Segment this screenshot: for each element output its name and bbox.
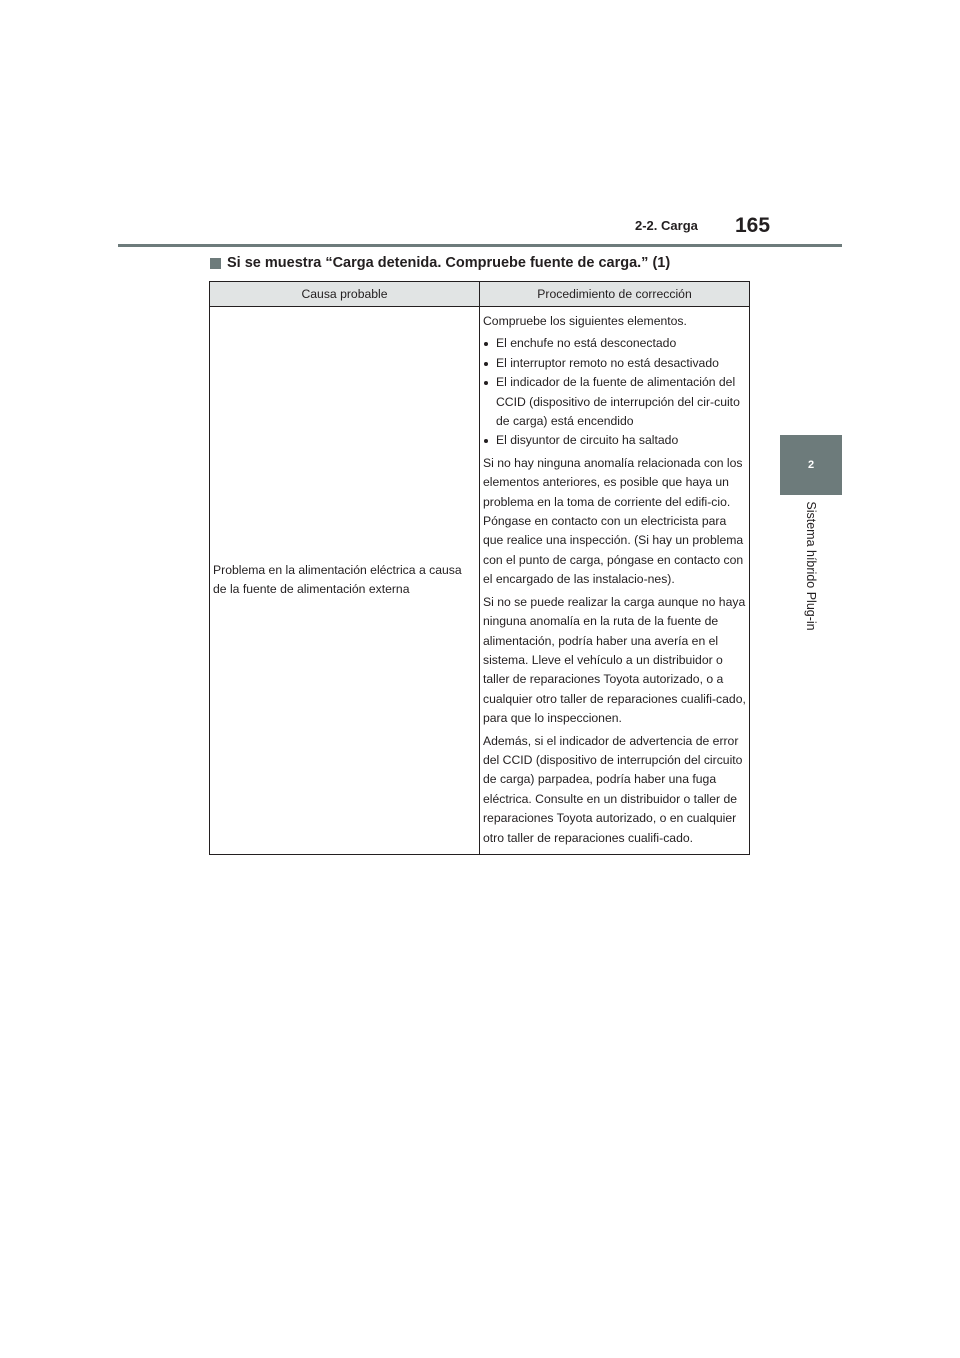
square-bullet-icon	[210, 258, 221, 269]
list-item: El disyuntor de circuito ha saltado	[483, 431, 746, 450]
column-header-cause: Causa probable	[210, 282, 480, 307]
section-heading-text: Si se muestra “Carga detenida. Compruebe fuente de carga.” (1)	[227, 255, 671, 271]
column-header-procedure: Procedimiento de corrección	[480, 282, 750, 307]
table-row	[210, 307, 750, 855]
section-heading	[210, 255, 670, 271]
list-item: El interruptor remoto no está desactivado	[483, 354, 746, 373]
table-header-row	[210, 282, 750, 307]
list-item: El enchufe no está desconectado	[483, 334, 746, 353]
section-title: 2-2. Carga	[635, 218, 698, 233]
chapter-tab	[780, 435, 842, 495]
page-number: 165	[735, 214, 771, 237]
procedure-intro: Compruebe los siguientes elementos.	[483, 314, 687, 328]
chapter-number: 2	[807, 459, 815, 471]
cause-text: Problema en la alimentación eléctrica a causa de la fuente de alimentación externa	[213, 562, 462, 596]
procedure-cell	[480, 307, 750, 855]
list-item: El indicador de la fuente de alimentación del CCID (dispositivo de interrupción del cir-cuito de carga) está encendido	[483, 373, 746, 431]
procedure-paragraph: Si no hay ninguna anomalía relacionada con los elementos anteriores, es posible que haya un problema en la toma de corriente del edifi-cio. Póngase en contacto con un electricista para que realice una inspección. (Si hay un problema con el punto de carga, póngase en contacto con el encargado de las instalacio-nes).	[483, 455, 744, 587]
chapter-title: Sistema híbrido Plug-in	[804, 501, 818, 631]
procedure-paragraph: Si no se puede realizar la carga aunque no haya ninguna anomalía en la ruta de la fuente de alimentación, podría haber una avería en el sistema. Lleve el vehículo a un distribuidor o taller de reparaciones Toyota autorizado, o a cualquier otro taller de reparaciones cualifi-cado, para que lo inspeccionen.	[483, 594, 746, 726]
header-divider	[118, 244, 842, 247]
cause-cell	[210, 307, 480, 855]
troubleshooting-table	[209, 281, 750, 855]
check-list	[483, 334, 746, 450]
procedure-paragraph: Además, si el indicador de advertencia de error del CCID (dispositivo de interrupción del circuito de carga) parpadea, podría haber una fuga eléctrica. Consulte en un distribuidor o taller de reparaciones Toyota autorizado, o en cualquier otro taller de reparaciones cualifi-cado.	[483, 733, 743, 845]
